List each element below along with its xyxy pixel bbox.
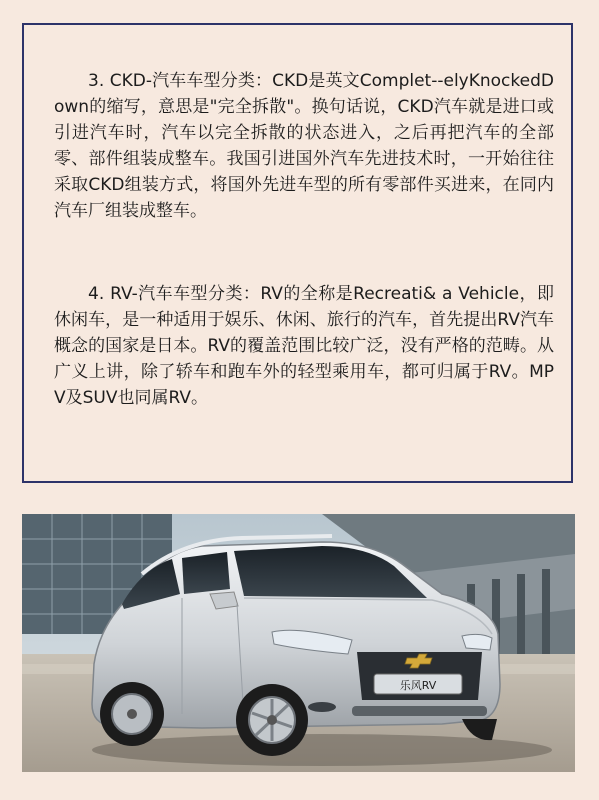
paragraph-rv: 4. RV-汽车车型分类：RV的全称是Recreati& a Vehicle，即休闲车，是一种适用于娱乐、休闲、旅行的汽车，首先提出RV汽车概念的国家是日本。RV的覆盖范围比较广泛，没有严格的范畴。从广义上讲，除了轿车和跑车外的轻型乘用车，都可归属于RV。MPV及SUV也同属RV。 <box>54 284 554 408</box>
paragraph-ckd: 3. CKD-汽车车型分类：CKD是英文Complet--elyKnockedDown的缩写，意思是"完全拆散"。换句话说，CKD汽车就是进口或引进汽车时，汽车以完全拆散的状态进入，之后再把汽车的全部零、部件组装成整车。我国引进国外汽车先进技术时，一开始往往采取CKD组装方式，将国外先进车型的所有零部件买进来，在同内汽车厂组装成整车。 <box>54 71 554 221</box>
car-photo <box>22 514 575 772</box>
text-card <box>22 23 573 483</box>
license-plate-text: 乐风RV <box>399 679 437 692</box>
